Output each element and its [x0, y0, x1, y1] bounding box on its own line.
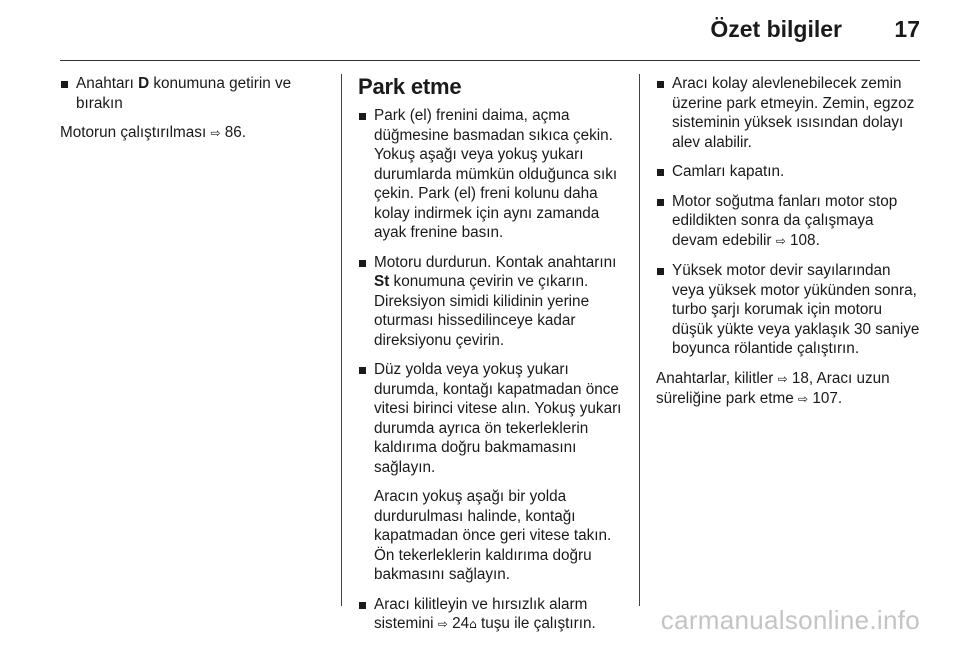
- section-heading: Park etme: [358, 74, 462, 99]
- page-ref-link[interactable]: 107.: [812, 390, 843, 407]
- page-ref-arrow-icon: ⇨: [775, 233, 786, 248]
- column-2: [358, 74, 630, 645]
- page-ref-link[interactable]: 86.: [224, 124, 247, 141]
- page-ref-link[interactable]: 108.: [790, 231, 820, 249]
- bullet-square-icon: [657, 81, 664, 88]
- column-1: [60, 74, 322, 154]
- bullet-square-icon: [657, 268, 664, 275]
- key-position-d: D: [138, 75, 150, 92]
- paragraph: Anahtarlar, kilitler ⇨ 18, Aracı uzun süreliğine park etme ⇨ 107.: [656, 369, 890, 407]
- bullet-item: Düz yolda veya yokuş yukarı durumda, kontağı kapatmadan önce vitesi birinci vitese alın. Yokuş yukarı durumda ayrıca ön tekerleklerin kaldırıma doğru bakmamasını sağlayın.: [358, 360, 630, 477]
- bullet-item: Motoru durdurun. Kontak anahtarını St konumuna çevirin ve çıkarın. Direksiyon simidi kilidinin yerine oturması hissedilinceye kadar direksiyonu çevirin.: [358, 253, 630, 351]
- bullet-square-icon: [359, 602, 366, 609]
- column-3: [656, 74, 922, 420]
- header-divider: [60, 60, 920, 61]
- page-number: 17: [894, 16, 920, 42]
- paragraph: Motorun çalıştırılması ⇨ 86.: [60, 124, 247, 141]
- lock-key-icon: ⌂: [469, 617, 477, 631]
- bullet-item: Camları kapatın.: [656, 162, 922, 182]
- indented-paragraph: Aracın yokuş aşağı bir yolda durdurulması halinde, kontağı kapatmadan önce geri vitese takın. Ön tekerleklerin kaldırıma doğru bakmasını sağlayın.: [374, 488, 612, 583]
- column-divider-2: [639, 74, 640, 606]
- page-ref-arrow-icon: ⇨: [437, 617, 448, 631]
- page-ref-arrow-icon: ⇨: [777, 371, 788, 386]
- page-ref-link[interactable]: 24: [452, 615, 470, 632]
- page-ref-arrow-icon: ⇨: [798, 392, 809, 406]
- key-position-st: St: [374, 273, 390, 290]
- bullet-item: Yüksek motor devir sayılarından veya yüksek motor yükünden sonra, turbo şarjı korumak için motoru düşük yükte veya yaklaşık 30 saniye boyunca rölantide çalıştırın.: [656, 261, 922, 359]
- header-title: Özet bilgiler: [710, 16, 842, 42]
- bullet-square-icon: [657, 199, 664, 206]
- bullet-square-icon: [359, 367, 366, 374]
- bullet-square-icon: [359, 260, 366, 267]
- bullet-square-icon: [657, 169, 664, 176]
- bullet-item: Anahtarı D konumuna getirin ve bırakın: [60, 74, 322, 113]
- bullet-item: Motor soğutma fanları motor stop edildikten sonra da çalışmaya devam edebilir ⇨ 108.: [656, 192, 922, 252]
- page-ref-arrow-icon: ⇨: [210, 126, 221, 140]
- bullet-square-icon: [61, 81, 68, 88]
- watermark: carmanualsonline.info: [660, 605, 920, 635]
- bullet-item: Park (el) frenini daima, açma düğmesine basmadan sıkıca çekin. Yokuş aşağı veya yokuş yukarı durumlarda mümkün olduğunca sıkı çekin. Park (el) freni kolunu daha kolay indirmek için aynı zamanda ayak frenine basın.: [358, 106, 630, 243]
- column-divider-1: [341, 74, 342, 606]
- bullet-square-icon: [359, 113, 366, 120]
- bullet-item: Aracı kolay alevlenebilecek zemin üzerine park etmeyin. Zemin, egzoz sisteminin yüksek ısısından dolayı alev alabilir.: [656, 74, 922, 152]
- bullet-item: Aracı kilitleyin ve hırsızlık alarm sistemini ⇨ 24⌂ tuşu ile çalıştırın.: [358, 595, 630, 635]
- page-ref-link[interactable]: 18, Aracı uzun süreliğine park etme: [656, 369, 890, 407]
